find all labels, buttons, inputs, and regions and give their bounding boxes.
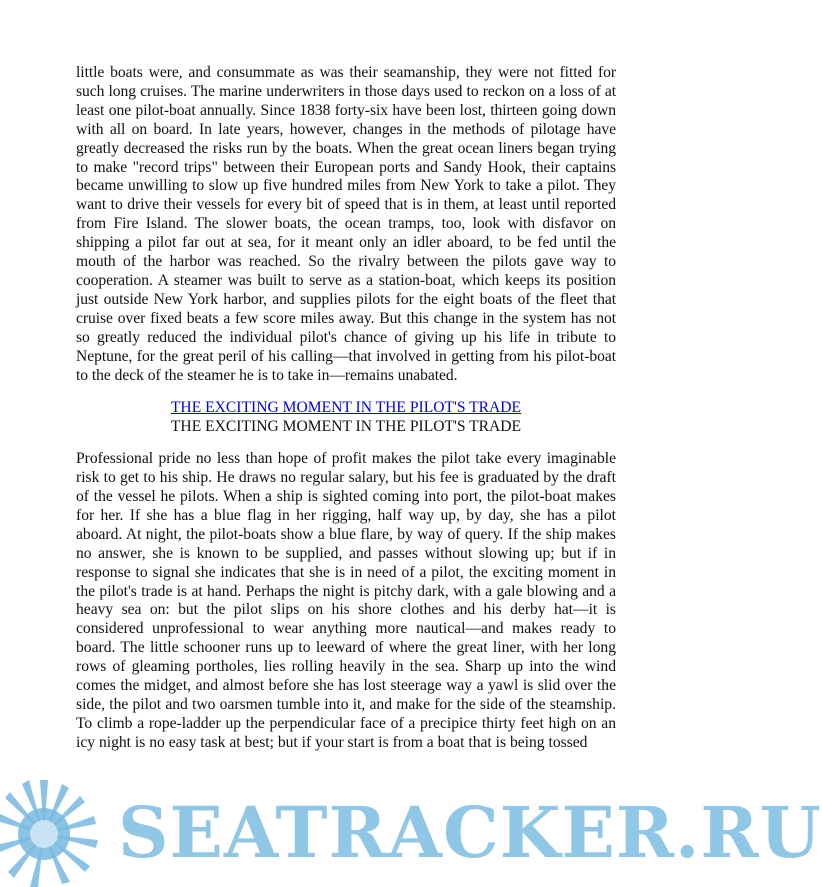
watermark-text: SEATRACKER.RU (118, 791, 822, 874)
document-page (76, 64, 616, 753)
sun-logo-icon (0, 770, 118, 887)
caption-link[interactable]: THE EXCITING MOMENT IN THE PILOT'S TRADE (170, 399, 522, 417)
paragraph-1: little boats were, and consummate as was their seamanship, they were not fitted for such long cruises. The marine underwriters in those days used to reckon on a loss of at least one pilot-boat annually. Since 1838 forty-six have been lost, thirteen going down with all on board. In late years, however, changes in the methods of pilotage have greatly decreased the risks run by the boats. When the great ocean liners began trying to make "record trips" between their European ports and Sandy Hook, their captains became unwilling to slow up five hundred miles from New York to take a pilot. They want to drive their vessels for every bit of speed that is in them, at least until reported from Fire Island. The slower boats, the ocean tramps, too, look with disfavor on shipping a pilot far out at sea, for it meant only an idler aboard, to be fed until the mouth of the harbor was reached. So the rivalry between the pilots gave way to cooperation. A steamer was built to serve as a station-boat, which keeps its position just outside New York harbor, and supplies pilots for the eight boats of the fleet that cruise over fixed beats a few score miles away. But this change in the system has not so greatly reduced the individual pilot's chance of giving up his life in tribute to Neptune, for the great peril of his calling—that involved in getting from his pilot-boat to the deck of the steamer he is to take in—remains unabated. (76, 64, 616, 384)
paragraph-2: Professional pride no less than hope of profit makes the pilot take every imaginable risk to get to his ship. He draws no regular salary, but his fee is graduated by the draft of the vessel he pilots. When a ship is sighted coming into port, the pilot-boat makes for her. If she has a blue flag in her rigging, half way up, by day, she has a pilot aboard. At night, the pilot-boats show a blue flare, by way of query. If the ship makes no answer, she is known to be supplied, and passes without slowing up; but if in response to signal she indicates that she is in need of a pilot, the exciting moment in the pilot's trade is at hand. Perhaps the night is pitchy dark, with a gale blowing and a heavy sea on: but the pilot slips on his shore clothes and his derby hat—it is considered unprofessional to wear anything more nautical—and makes ready to board. The little schooner runs up to leeward of where the great liner, with her long rows of gleaming portholes, lies rolling heavily in the sea. Sharp up into the wind comes the midget, and almost before she has lost steerage way a yawl is slid over the side, the pilot and two oarsmen tumble into it, and make for the side of the steamship. To climb a rope-ladder up the perpendicular face of a precipice thirty feet high on an icy night is no easy task at best; but if your start is from a boat that is being tossed (76, 450, 616, 751)
figure-caption (76, 399, 616, 437)
watermark (0, 770, 822, 887)
caption-text: THE EXCITING MOMENT IN THE PILOT'S TRADE (170, 418, 522, 436)
